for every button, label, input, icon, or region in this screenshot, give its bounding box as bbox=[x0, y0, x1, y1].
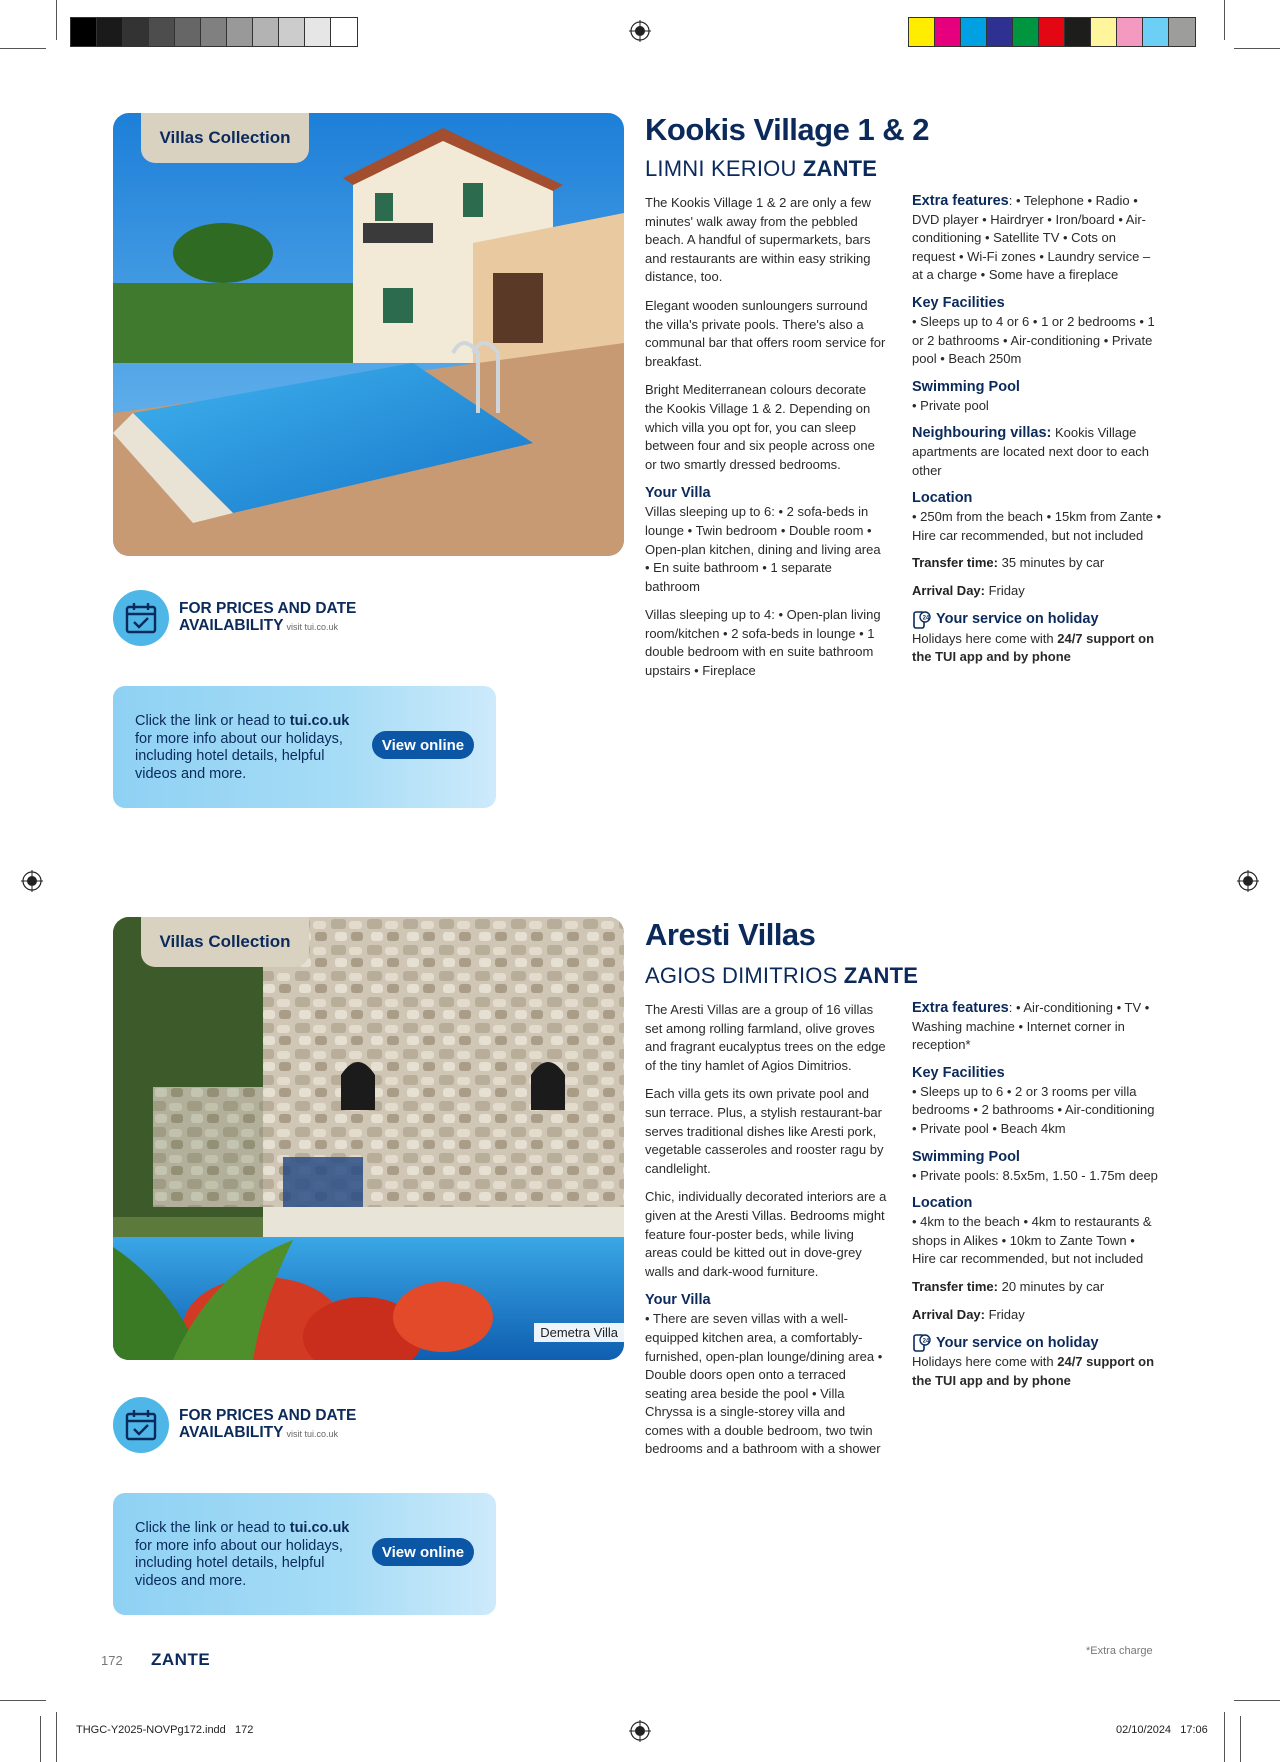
description-paragraph: The Aresti Villas are a group of 16 villas set among rolling farmland, olive groves and fragrant eucalyptus trees on the edge of the tiny hamlet of Agios Dimitrios. bbox=[645, 1002, 886, 1073]
phone-support-icon bbox=[912, 610, 932, 630]
description-paragraph: Each villa gets its own private pool and sun terrace. Plus, a stylish restaurant-bar serves traditional dishes like Aresti pork, vegetable casseroles and rooster ragu by candlelight. bbox=[645, 1086, 884, 1176]
view-online-button[interactable]: View online bbox=[372, 731, 474, 759]
info-card-text: Click the link or head to tui.co.uk for more info about our holidays, including hotel details, helpful videos and more. bbox=[135, 713, 350, 782]
location-text: • 250m from the beach • 15km from Zante • Hire car recommended, but not included bbox=[912, 509, 1162, 543]
hotel-location bbox=[645, 963, 918, 989]
hotel-name: Aresti Villas bbox=[645, 917, 816, 952]
key-facilities-text: • Sleeps up to 6 • 2 or 3 rooms per villa bedrooms • 2 bathrooms • Air-conditioning • Private pool • Beach 4km bbox=[912, 1083, 1155, 1136]
description-column bbox=[645, 194, 887, 691]
your-villa-heading: Your Villa bbox=[645, 485, 711, 502]
registration-mark-icon bbox=[21, 870, 43, 892]
arrival-day: Arrival Day: Friday bbox=[912, 1306, 1025, 1322]
print-slug-file: THGC-Y2025-NOVPg172.indd 172 bbox=[76, 1724, 254, 1736]
section-title: ZANTE bbox=[151, 1650, 211, 1669]
calibration-swatch bbox=[961, 18, 987, 46]
transfer-time: Transfer time: 35 minutes by car bbox=[912, 555, 1105, 571]
registration-mark-icon bbox=[629, 20, 651, 42]
description-paragraph: The Kookis Village 1 & 2 are only a few minutes' walk away from the pebbled beach. A handful of supermarkets, bars and restaurants are within easy striking distance, too. bbox=[645, 195, 871, 285]
page-number: 172 bbox=[101, 1653, 123, 1668]
calibration-swatch bbox=[1091, 18, 1117, 46]
svg-text:24: 24 bbox=[922, 615, 930, 622]
description-paragraph: Bright Mediterranean colours decorate the Kookis Village 1 & 2. Depending on which villa you opt for, you can sleep between four and six people across one or two smartly dressed bedrooms. bbox=[645, 382, 875, 472]
key-facilities-heading: Key Facilities bbox=[912, 294, 1005, 311]
print-slug-date: 02/10/2024 17:06 bbox=[1116, 1724, 1208, 1736]
visit-link[interactable]: visit tui.co.uk bbox=[286, 622, 339, 632]
features-column bbox=[912, 192, 1162, 667]
swimming-pool-heading: Swimming Pool bbox=[912, 378, 1020, 395]
calibration-swatch bbox=[331, 18, 357, 46]
info-card bbox=[113, 1493, 496, 1615]
info-card-text: Click the link or head to tui.co.uk for more info about our holidays, including hotel details, helpful videos and more. bbox=[135, 1520, 350, 1589]
collection-tag: Villas Collection bbox=[141, 113, 309, 163]
key-facilities-text: • Sleeps up to 4 or 6 • 1 or 2 bedrooms • 1 or 2 bathrooms • Air-conditioning • Private pool • Beach 250m bbox=[912, 313, 1155, 367]
features-column bbox=[912, 999, 1162, 1390]
swimming-pool-text: • Private pools: 8.5x5m, 1.50 - 1.75m deep bbox=[912, 1167, 1158, 1183]
calibration-swatch bbox=[227, 18, 253, 46]
key-facilities-heading: Key Facilities bbox=[912, 1064, 1005, 1081]
hotel-name: Kookis Village 1 & 2 bbox=[645, 112, 930, 147]
location-area: LIMNI KERIOU bbox=[645, 156, 797, 181]
description-paragraph: Chic, individually decorated interiors are a given at the Aresti Villas. Bedrooms might feature four-poster beds, while living areas could be kitted out in dove-grey walls and dark-wood furniture. bbox=[645, 1189, 887, 1279]
service-text: Holidays here come with 24/7 support on the TUI app and by phone bbox=[912, 630, 1155, 665]
info-card bbox=[113, 686, 496, 808]
hotel-photo-aresti bbox=[113, 917, 624, 1360]
your-villa-text: Villas sleeping up to 4: • Open-plan living room/kitchen • 2 sofa-beds in lounge • 1 double bedroom with en suite bathroom upstairs • Fireplace bbox=[645, 607, 881, 679]
calibration-swatch bbox=[279, 18, 305, 46]
visit-link[interactable]: visit tui.co.uk bbox=[286, 1429, 339, 1439]
description-column bbox=[645, 1001, 887, 1469]
location-heading: Location bbox=[912, 1195, 973, 1212]
color-calibration-strip bbox=[908, 17, 1196, 47]
service-heading: 24 Your service on holiday bbox=[912, 610, 1162, 630]
your-villa-text: • There are seven villas with a well-equipped kitchen area, a comfortably-furnished, open-plan lounge/dining area • Double doors open onto a terraced seating area beside the pool • Villa Chryssa is a single-storey villa and comes with a double bedroom, two twin bedrooms and a bathroom with a shower bbox=[645, 1311, 883, 1457]
calibration-swatch bbox=[175, 18, 201, 46]
price-availability bbox=[113, 1396, 356, 1454]
calibration-swatch bbox=[97, 18, 123, 46]
collection-tag: Villas Collection bbox=[141, 917, 309, 967]
your-villa-text: Villas sleeping up to 6: • 2 sofa-beds in lounge • Twin bedroom • Double room • Open-plan kitchen, dining and living area • En suite bathroom • 1 separate bathroom bbox=[645, 504, 881, 594]
calibration-swatch bbox=[1169, 18, 1195, 46]
neighbouring-villas: Neighbouring villas: Kookis Village apartments are located next door to each other bbox=[912, 425, 1150, 478]
calendar-icon bbox=[113, 590, 169, 646]
swimming-pool-text: • Private pool bbox=[912, 397, 989, 413]
registration-mark-icon bbox=[629, 1720, 651, 1742]
calibration-swatch bbox=[71, 18, 97, 46]
calibration-swatch bbox=[1039, 18, 1065, 46]
calibration-swatch bbox=[909, 18, 935, 46]
registration-mark-icon bbox=[1237, 870, 1259, 892]
footnote: *Extra charge bbox=[1086, 1645, 1153, 1657]
location-region: ZANTE bbox=[843, 963, 919, 988]
service-heading: 24 Your service on holiday bbox=[912, 1333, 1162, 1353]
description-paragraph: Elegant wooden sunloungers surround the villa's private pools. There's also a communal bar that offers room service for breakfast. bbox=[645, 297, 886, 369]
calibration-swatch bbox=[149, 18, 175, 46]
calibration-swatch bbox=[253, 18, 279, 46]
price-availability bbox=[113, 589, 356, 647]
svg-text:24: 24 bbox=[922, 1338, 930, 1345]
extra-features: Extra features: • Air-conditioning • TV • Washing machine • Internet corner in reception* bbox=[912, 1000, 1150, 1053]
calibration-swatch bbox=[1143, 18, 1169, 46]
hotel-photo-kookis bbox=[113, 113, 624, 556]
calibration-swatch bbox=[1065, 18, 1091, 46]
calendar-icon bbox=[113, 1397, 169, 1453]
location-text: • 4km to the beach • 4km to restaurants & shops in Alikes • 10km to Zante Town • Hire car recommended, but not included bbox=[912, 1214, 1152, 1267]
hotel-location bbox=[645, 156, 877, 182]
price-text: FOR PRICES AND DATE AVAILABILITY visit tui.co.uk bbox=[179, 600, 357, 634]
extra-features: Extra features: • Telephone • Radio • DVD player • Hairdryer • Iron/board • Air-conditioning • Satellite TV • Cots on request • Wi-Fi zones • Laundry service – at a charge • Some have a fireplace bbox=[912, 193, 1151, 283]
calibration-swatch bbox=[935, 18, 961, 46]
service-text: Holidays here come with 24/7 support on the TUI app and by phone bbox=[912, 1354, 1155, 1388]
calibration-swatch bbox=[987, 18, 1013, 46]
calibration-swatch bbox=[1117, 18, 1143, 46]
swimming-pool-heading: Swimming Pool bbox=[912, 1148, 1020, 1165]
calibration-swatch bbox=[201, 18, 227, 46]
price-text: FOR PRICES AND DATE AVAILABILITY visit tui.co.uk bbox=[179, 1407, 357, 1441]
location-heading: Location bbox=[912, 490, 973, 507]
location-area: AGIOS DIMITRIOS bbox=[645, 963, 838, 988]
calibration-swatch bbox=[123, 18, 149, 46]
arrival-day: Arrival Day: Friday bbox=[912, 582, 1025, 598]
your-villa-heading: Your Villa bbox=[645, 1292, 711, 1309]
transfer-time: Transfer time: 20 minutes by car bbox=[912, 1278, 1105, 1294]
photo-caption: Demetra Villa bbox=[534, 1323, 624, 1342]
calibration-swatch bbox=[1013, 18, 1039, 46]
location-region: ZANTE bbox=[802, 156, 878, 181]
view-online-button[interactable]: View online bbox=[372, 1538, 474, 1566]
calibration-swatch bbox=[305, 18, 331, 46]
phone-support-icon bbox=[912, 1333, 932, 1353]
grey-calibration-strip bbox=[70, 17, 358, 47]
